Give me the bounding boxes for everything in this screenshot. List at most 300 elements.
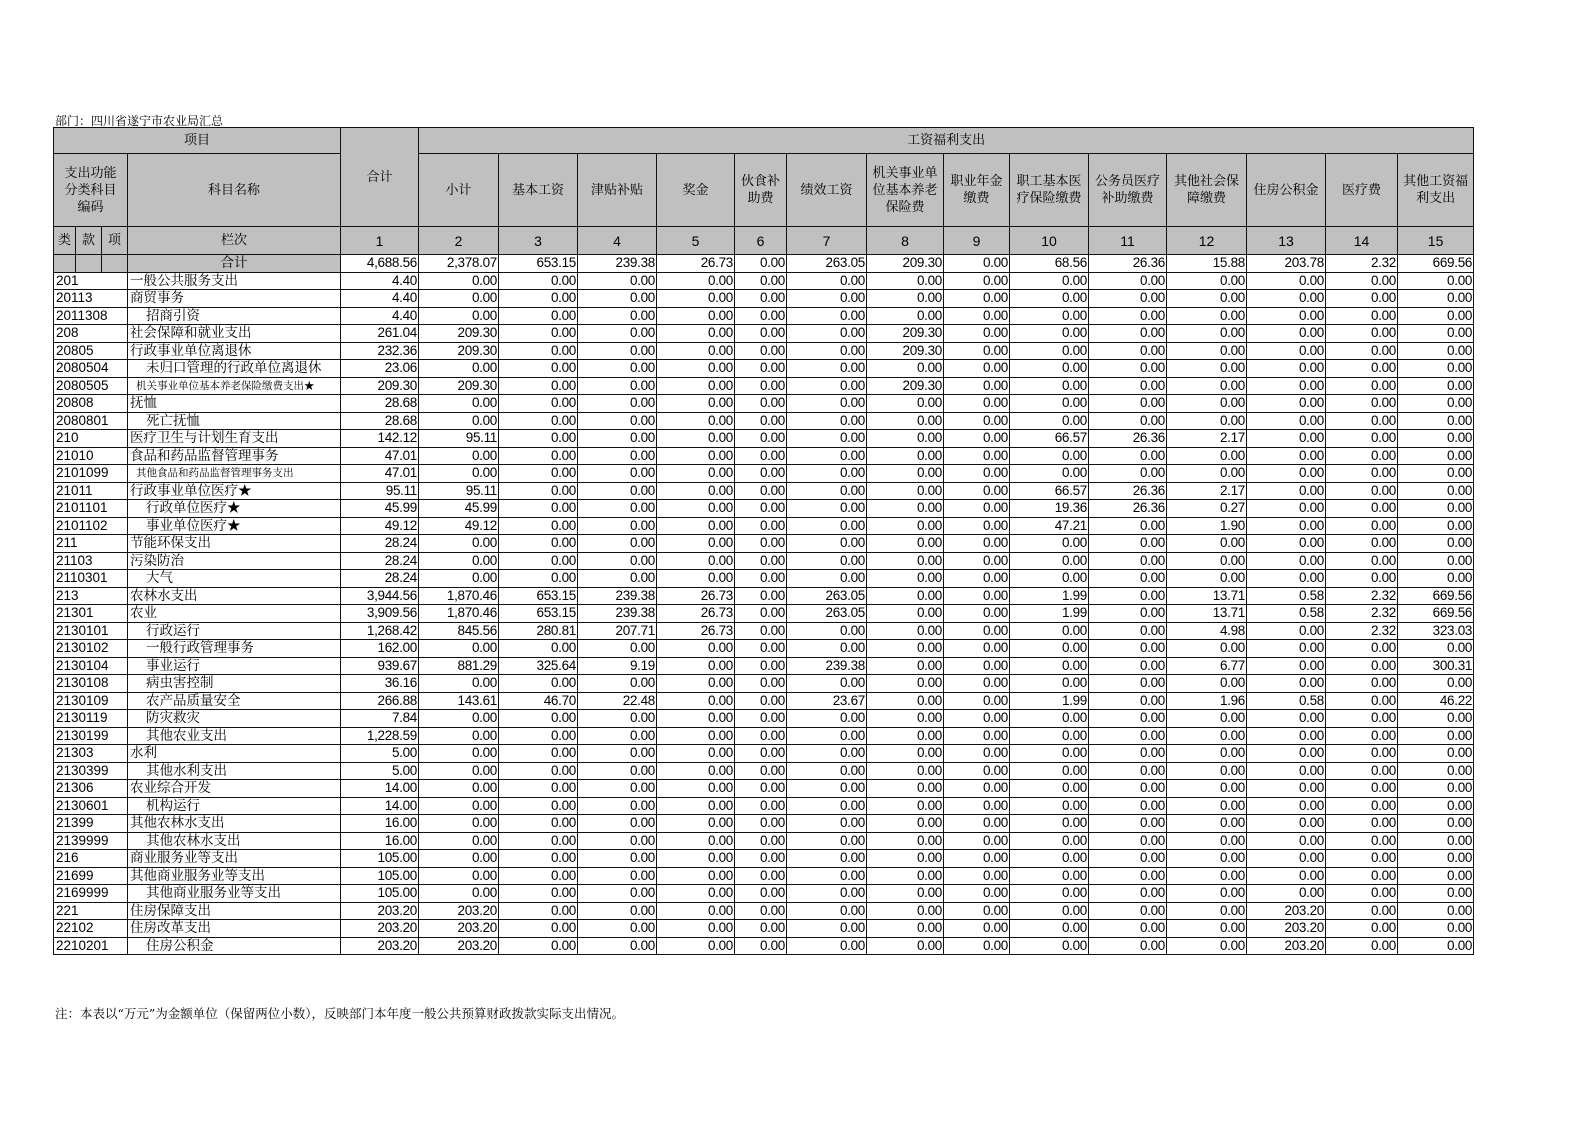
amount-cell: 0.00 (578, 377, 657, 395)
amount-cell: 0.00 (787, 517, 867, 535)
amount-cell: 0.00 (1010, 762, 1089, 780)
amount-cell: 0.00 (657, 885, 735, 903)
amount-cell: 263.05 (787, 587, 867, 605)
amount-cell: 669.56 (1398, 605, 1474, 623)
amount-cell: 0.00 (1089, 727, 1167, 745)
amount-cell: 0.00 (867, 692, 944, 710)
table-row (54, 850, 1474, 868)
column-header: 基本工资 (499, 154, 578, 227)
amount-cell: 46.22 (1398, 692, 1474, 710)
amount-cell: 0.00 (1247, 850, 1326, 868)
amount-cell: 0.00 (1247, 640, 1326, 658)
amount-cell: 0.00 (787, 412, 867, 430)
table-row (54, 640, 1474, 658)
amount-cell: 0.00 (944, 920, 1010, 938)
amount-cell: 0.00 (419, 885, 499, 903)
subject-name: 行政运行 (128, 622, 341, 640)
amount-cell: 0.00 (867, 885, 944, 903)
subject-code: 2130104 (54, 657, 128, 675)
amount-cell: 0.00 (867, 272, 944, 290)
amount-cell: 0.00 (787, 867, 867, 885)
amount-cell: 0.00 (657, 307, 735, 325)
amount-cell: 0.00 (1247, 500, 1326, 518)
amount-cell: 0.00 (944, 342, 1010, 360)
subject-code: 21103 (54, 552, 128, 570)
amount-cell: 0.00 (1089, 762, 1167, 780)
subject-code: 21699 (54, 867, 128, 885)
amount-cell: 0.00 (1326, 447, 1398, 465)
subject-code: 2080505 (54, 377, 128, 395)
amount-cell: 0.00 (735, 675, 787, 693)
subject-name: 机关事业单位基本养老保险缴费支出★ (128, 377, 341, 395)
subject-code: 21010 (54, 447, 128, 465)
total-value: 209.30 (867, 255, 944, 273)
subject-name: 事业运行 (128, 657, 341, 675)
amount-cell: 0.00 (1089, 447, 1167, 465)
amount-cell: 209.30 (867, 377, 944, 395)
subject-name: 招商引资 (128, 307, 341, 325)
amount-cell: 0.00 (578, 727, 657, 745)
amount-cell: 0.00 (419, 412, 499, 430)
amount-cell: 209.30 (867, 325, 944, 343)
amount-cell: 0.00 (867, 850, 944, 868)
amount-cell: 0.00 (1398, 937, 1474, 955)
subject-code: 2130109 (54, 692, 128, 710)
amount-cell: 0.00 (1398, 272, 1474, 290)
amount-cell: 0.00 (1089, 395, 1167, 413)
amount-cell: 47.01 (341, 447, 419, 465)
column-header: 职业年金缴费 (944, 154, 1010, 227)
amount-cell: 4.40 (341, 272, 419, 290)
amount-cell: 203.20 (1247, 902, 1326, 920)
amount-cell: 0.00 (1326, 360, 1398, 378)
amount-cell: 0.00 (419, 780, 499, 798)
amount-cell: 0.00 (499, 745, 578, 763)
column-number: 12 (1167, 227, 1247, 255)
amount-cell: 0.00 (1247, 395, 1326, 413)
amount-cell: 203.20 (1247, 920, 1326, 938)
amount-cell: 26.73 (657, 605, 735, 623)
amount-cell: 5.00 (341, 762, 419, 780)
amount-cell: 0.00 (1398, 762, 1474, 780)
amount-cell: 0.27 (1167, 500, 1247, 518)
amount-cell: 0.00 (944, 307, 1010, 325)
column-header: 住房公积金 (1247, 154, 1326, 227)
amount-cell: 0.00 (1247, 307, 1326, 325)
amount-cell: 0.00 (735, 587, 787, 605)
amount-cell: 0.00 (1398, 745, 1474, 763)
subject-code: 2139999 (54, 832, 128, 850)
amount-cell: 3,909.56 (341, 605, 419, 623)
amount-cell: 0.00 (867, 797, 944, 815)
amount-cell: 0.00 (1398, 290, 1474, 308)
amount-cell: 0.00 (419, 535, 499, 553)
amount-cell: 4.40 (341, 307, 419, 325)
amount-cell: 0.00 (578, 902, 657, 920)
amount-cell: 0.00 (1089, 692, 1167, 710)
amount-cell: 0.00 (787, 430, 867, 448)
amount-cell: 0.00 (1089, 937, 1167, 955)
amount-cell: 23.06 (341, 360, 419, 378)
subject-name: 其他食品和药品监督管理事务支出 (128, 465, 341, 483)
amount-cell: 203.20 (341, 902, 419, 920)
subject-code: 2130102 (54, 640, 128, 658)
table-row (54, 325, 1474, 343)
amount-cell: 0.00 (1089, 867, 1167, 885)
amount-cell: 0.00 (1167, 570, 1247, 588)
total-value: 4,688.56 (341, 255, 419, 273)
expenditure-table (53, 127, 1474, 955)
amount-cell: 0.00 (944, 692, 1010, 710)
amount-cell: 0.00 (787, 832, 867, 850)
amount-cell: 0.00 (499, 815, 578, 833)
subject-name: 水利 (128, 745, 341, 763)
amount-cell: 0.00 (1247, 342, 1326, 360)
amount-cell: 0.00 (1167, 640, 1247, 658)
amount-cell: 0.00 (1326, 902, 1398, 920)
column-header: 其他工资福利支出 (1398, 154, 1474, 227)
table-row (54, 517, 1474, 535)
amount-cell: 0.00 (1247, 517, 1326, 535)
amount-cell: 0.00 (1398, 850, 1474, 868)
subject-code: 2011308 (54, 307, 128, 325)
amount-cell: 0.00 (1247, 622, 1326, 640)
subject-name: 抚恤 (128, 395, 341, 413)
amount-cell: 46.70 (499, 692, 578, 710)
amount-cell: 0.00 (419, 290, 499, 308)
column-header: 绩效工资 (787, 154, 867, 227)
subject-code: 20808 (54, 395, 128, 413)
table-row (54, 622, 1474, 640)
table-row (54, 937, 1474, 955)
amount-cell: 0.58 (1247, 692, 1326, 710)
amount-cell: 0.00 (1089, 307, 1167, 325)
subject-name: 行政单位医疗★ (128, 500, 341, 518)
amount-cell: 7.84 (341, 710, 419, 728)
amount-cell: 0.00 (499, 360, 578, 378)
column-number: 8 (867, 227, 944, 255)
amount-cell: 0.00 (578, 395, 657, 413)
subject-name: 商贸事务 (128, 290, 341, 308)
subject-code: 21399 (54, 815, 128, 833)
kuan-header: 款 (76, 227, 102, 255)
amount-cell: 0.00 (1247, 325, 1326, 343)
amount-cell: 13.71 (1167, 587, 1247, 605)
amount-cell: 0.00 (499, 902, 578, 920)
amount-cell: 0.00 (944, 902, 1010, 920)
amount-cell: 203.20 (1247, 937, 1326, 955)
subject-name: 其他水利支出 (128, 762, 341, 780)
subject-code: 210 (54, 430, 128, 448)
amount-cell: 0.00 (867, 552, 944, 570)
amount-cell: 0.00 (1326, 885, 1398, 903)
amount-cell: 0.00 (1010, 815, 1089, 833)
amount-cell: 0.00 (1010, 937, 1089, 955)
amount-cell: 0.00 (1010, 850, 1089, 868)
amount-cell: 0.00 (1326, 412, 1398, 430)
amount-cell: 95.11 (419, 482, 499, 500)
amount-cell: 0.00 (1326, 307, 1398, 325)
amount-cell: 5.00 (341, 745, 419, 763)
amount-cell: 0.00 (657, 832, 735, 850)
amount-cell: 0.00 (419, 832, 499, 850)
amount-cell: 0.00 (735, 815, 787, 833)
amount-cell: 209.30 (419, 325, 499, 343)
amount-cell: 0.00 (787, 360, 867, 378)
amount-cell: 66.57 (1010, 430, 1089, 448)
amount-cell: 0.00 (1398, 710, 1474, 728)
subject-code: 216 (54, 850, 128, 868)
amount-cell: 203.20 (341, 937, 419, 955)
amount-cell: 0.00 (735, 325, 787, 343)
amount-cell: 0.00 (657, 867, 735, 885)
amount-cell: 0.00 (1398, 482, 1474, 500)
amount-cell: 0.00 (944, 885, 1010, 903)
table-row (54, 710, 1474, 728)
amount-cell: 0.00 (867, 937, 944, 955)
amount-cell: 23.67 (787, 692, 867, 710)
amount-cell: 0.00 (499, 342, 578, 360)
column-header: 医疗费 (1326, 154, 1398, 227)
amount-cell: 0.00 (1010, 465, 1089, 483)
amount-cell: 0.00 (1089, 710, 1167, 728)
amount-cell: 203.20 (419, 902, 499, 920)
amount-cell: 0.00 (657, 657, 735, 675)
amount-cell: 0.00 (1089, 797, 1167, 815)
subject-code: 2130399 (54, 762, 128, 780)
amount-cell: 0.00 (1167, 710, 1247, 728)
amount-cell: 2.32 (1326, 605, 1398, 623)
table-row (54, 377, 1474, 395)
amount-cell: 0.00 (1167, 902, 1247, 920)
amount-cell: 0.00 (1010, 325, 1089, 343)
amount-cell: 0.00 (867, 920, 944, 938)
amount-cell: 0.00 (1089, 342, 1167, 360)
amount-cell: 0.00 (499, 867, 578, 885)
amount-cell: 0.00 (1010, 447, 1089, 465)
subject-code: 2169999 (54, 885, 128, 903)
amount-cell: 0.00 (1167, 307, 1247, 325)
subject-code: 2130199 (54, 727, 128, 745)
amount-cell: 0.00 (867, 465, 944, 483)
amount-cell: 0.00 (499, 937, 578, 955)
amount-cell: 0.00 (1398, 675, 1474, 693)
amount-cell: 0.00 (1010, 640, 1089, 658)
amount-cell: 0.00 (867, 640, 944, 658)
amount-cell: 0.00 (787, 342, 867, 360)
amount-cell: 0.00 (787, 937, 867, 955)
amount-cell: 0.00 (1247, 675, 1326, 693)
amount-cell: 0.00 (499, 640, 578, 658)
amount-cell: 0.00 (867, 902, 944, 920)
amount-cell: 0.00 (419, 360, 499, 378)
amount-cell: 0.00 (1167, 762, 1247, 780)
amount-cell: 0.00 (1326, 850, 1398, 868)
amount-cell: 0.00 (787, 325, 867, 343)
amount-cell: 0.00 (657, 815, 735, 833)
total-value: 203.78 (1247, 255, 1326, 273)
amount-cell: 16.00 (341, 832, 419, 850)
amount-cell: 0.00 (787, 395, 867, 413)
subject-code: 2130108 (54, 675, 128, 693)
amount-cell: 0.00 (1167, 745, 1247, 763)
amount-cell: 0.00 (867, 745, 944, 763)
amount-cell: 26.36 (1089, 430, 1167, 448)
amount-cell: 0.00 (499, 307, 578, 325)
amount-cell: 0.00 (657, 447, 735, 465)
amount-cell: 0.00 (735, 902, 787, 920)
amount-cell: 0.00 (944, 797, 1010, 815)
total-value: 2.32 (1326, 255, 1398, 273)
subject-name: 住房改革支出 (128, 920, 341, 938)
subject-name: 其他农林水支出 (128, 815, 341, 833)
amount-cell: 0.00 (578, 797, 657, 815)
amount-cell: 22.48 (578, 692, 657, 710)
amount-cell: 0.00 (1398, 465, 1474, 483)
column-number: 9 (944, 227, 1010, 255)
amount-cell: 0.00 (944, 675, 1010, 693)
amount-cell: 0.00 (499, 325, 578, 343)
amount-cell: 0.00 (787, 447, 867, 465)
amount-cell: 0.00 (578, 325, 657, 343)
subject-name: 一般行政管理事务 (128, 640, 341, 658)
lei-header: 类 (54, 227, 76, 255)
amount-cell: 0.00 (578, 780, 657, 798)
amount-cell: 0.00 (1326, 710, 1398, 728)
amount-cell: 0.00 (578, 762, 657, 780)
amount-cell: 0.00 (1089, 360, 1167, 378)
table-row (54, 447, 1474, 465)
amount-cell: 0.00 (657, 500, 735, 518)
amount-cell: 0.00 (944, 412, 1010, 430)
amount-cell: 0.00 (735, 605, 787, 623)
amount-cell: 0.00 (1326, 395, 1398, 413)
amount-cell: 0.00 (1398, 832, 1474, 850)
amount-cell: 0.00 (1247, 482, 1326, 500)
amount-cell: 0.00 (657, 570, 735, 588)
amount-cell: 0.00 (1167, 272, 1247, 290)
amount-cell: 0.00 (1326, 920, 1398, 938)
amount-cell: 0.00 (657, 430, 735, 448)
amount-cell: 0.00 (578, 272, 657, 290)
amount-cell: 0.00 (1326, 937, 1398, 955)
amount-cell: 0.00 (1398, 395, 1474, 413)
amount-cell: 0.00 (867, 780, 944, 798)
amount-cell: 0.00 (1089, 290, 1167, 308)
amount-cell: 261.04 (341, 325, 419, 343)
amount-cell: 0.00 (1089, 675, 1167, 693)
table-row (54, 500, 1474, 518)
amount-cell: 266.88 (341, 692, 419, 710)
amount-cell: 0.00 (1167, 815, 1247, 833)
amount-cell: 0.00 (735, 307, 787, 325)
amount-cell: 0.00 (499, 430, 578, 448)
amount-cell: 28.24 (341, 552, 419, 570)
amount-cell: 28.24 (341, 570, 419, 588)
amount-cell: 0.00 (867, 710, 944, 728)
amount-cell: 0.00 (419, 727, 499, 745)
amount-cell: 0.00 (499, 482, 578, 500)
amount-cell: 0.00 (735, 430, 787, 448)
amount-cell: 0.00 (1010, 675, 1089, 693)
amount-cell: 0.00 (1089, 605, 1167, 623)
amount-cell: 9.19 (578, 657, 657, 675)
amount-cell: 0.00 (1167, 290, 1247, 308)
amount-cell: 0.00 (1398, 517, 1474, 535)
amount-cell: 0.00 (1010, 395, 1089, 413)
table-row (54, 832, 1474, 850)
column-number: 15 (1398, 227, 1474, 255)
amount-cell: 0.00 (1326, 727, 1398, 745)
amount-cell: 6.77 (1167, 657, 1247, 675)
amount-cell: 0.00 (867, 587, 944, 605)
subject-code: 2130101 (54, 622, 128, 640)
table-row (54, 482, 1474, 500)
amount-cell: 0.00 (867, 500, 944, 518)
subject-name: 污染防治 (128, 552, 341, 570)
amount-cell: 0.00 (1247, 552, 1326, 570)
column-number: 1 (341, 227, 419, 255)
amount-cell: 0.00 (1247, 797, 1326, 815)
amount-cell: 0.00 (1398, 727, 1474, 745)
amount-cell: 105.00 (341, 885, 419, 903)
table-row (54, 290, 1474, 308)
amount-cell: 0.00 (1398, 885, 1474, 903)
amount-cell: 0.00 (735, 885, 787, 903)
amount-cell: 0.00 (1089, 465, 1167, 483)
amount-cell: 0.00 (787, 797, 867, 815)
amount-cell: 209.30 (341, 377, 419, 395)
total-value: 653.15 (499, 255, 578, 273)
amount-cell: 0.00 (1089, 920, 1167, 938)
subject-name: 其他农林水支出 (128, 832, 341, 850)
amount-cell: 0.00 (657, 762, 735, 780)
subject-name: 农业 (128, 605, 341, 623)
amount-cell: 95.11 (419, 430, 499, 448)
amount-cell: 0.00 (657, 272, 735, 290)
amount-cell: 0.00 (867, 762, 944, 780)
amount-cell: 0.00 (1089, 377, 1167, 395)
amount-cell: 0.00 (499, 832, 578, 850)
amount-cell: 0.00 (1089, 272, 1167, 290)
amount-cell: 0.00 (657, 517, 735, 535)
amount-cell: 0.00 (657, 342, 735, 360)
amount-cell: 0.00 (1247, 377, 1326, 395)
amount-cell: 0.00 (657, 640, 735, 658)
amount-cell: 0.00 (944, 605, 1010, 623)
subject-code: 2110301 (54, 570, 128, 588)
amount-cell: 0.00 (1247, 832, 1326, 850)
footnote: 注：本表以“万元”为金额单位（保留两位小数），反映部门本年度一般公共预算财政拨款实际支出情况。 (55, 1006, 625, 1021)
xiang-header: 项 (102, 227, 128, 255)
column-header: 奖金 (657, 154, 735, 227)
column-number: 11 (1089, 227, 1167, 255)
column-number: 14 (1326, 227, 1398, 255)
table-row (54, 902, 1474, 920)
amount-cell: 0.00 (944, 552, 1010, 570)
amount-cell: 0.00 (787, 885, 867, 903)
amount-cell: 0.00 (867, 622, 944, 640)
amount-cell: 0.00 (787, 850, 867, 868)
amount-cell: 0.00 (1247, 290, 1326, 308)
amount-cell: 0.00 (735, 640, 787, 658)
amount-cell: 0.00 (1398, 570, 1474, 588)
amount-cell: 0.00 (419, 710, 499, 728)
amount-cell: 0.00 (578, 815, 657, 833)
amount-cell: 203.20 (341, 920, 419, 938)
total-value: 15.88 (1167, 255, 1247, 273)
amount-cell: 0.00 (1398, 325, 1474, 343)
